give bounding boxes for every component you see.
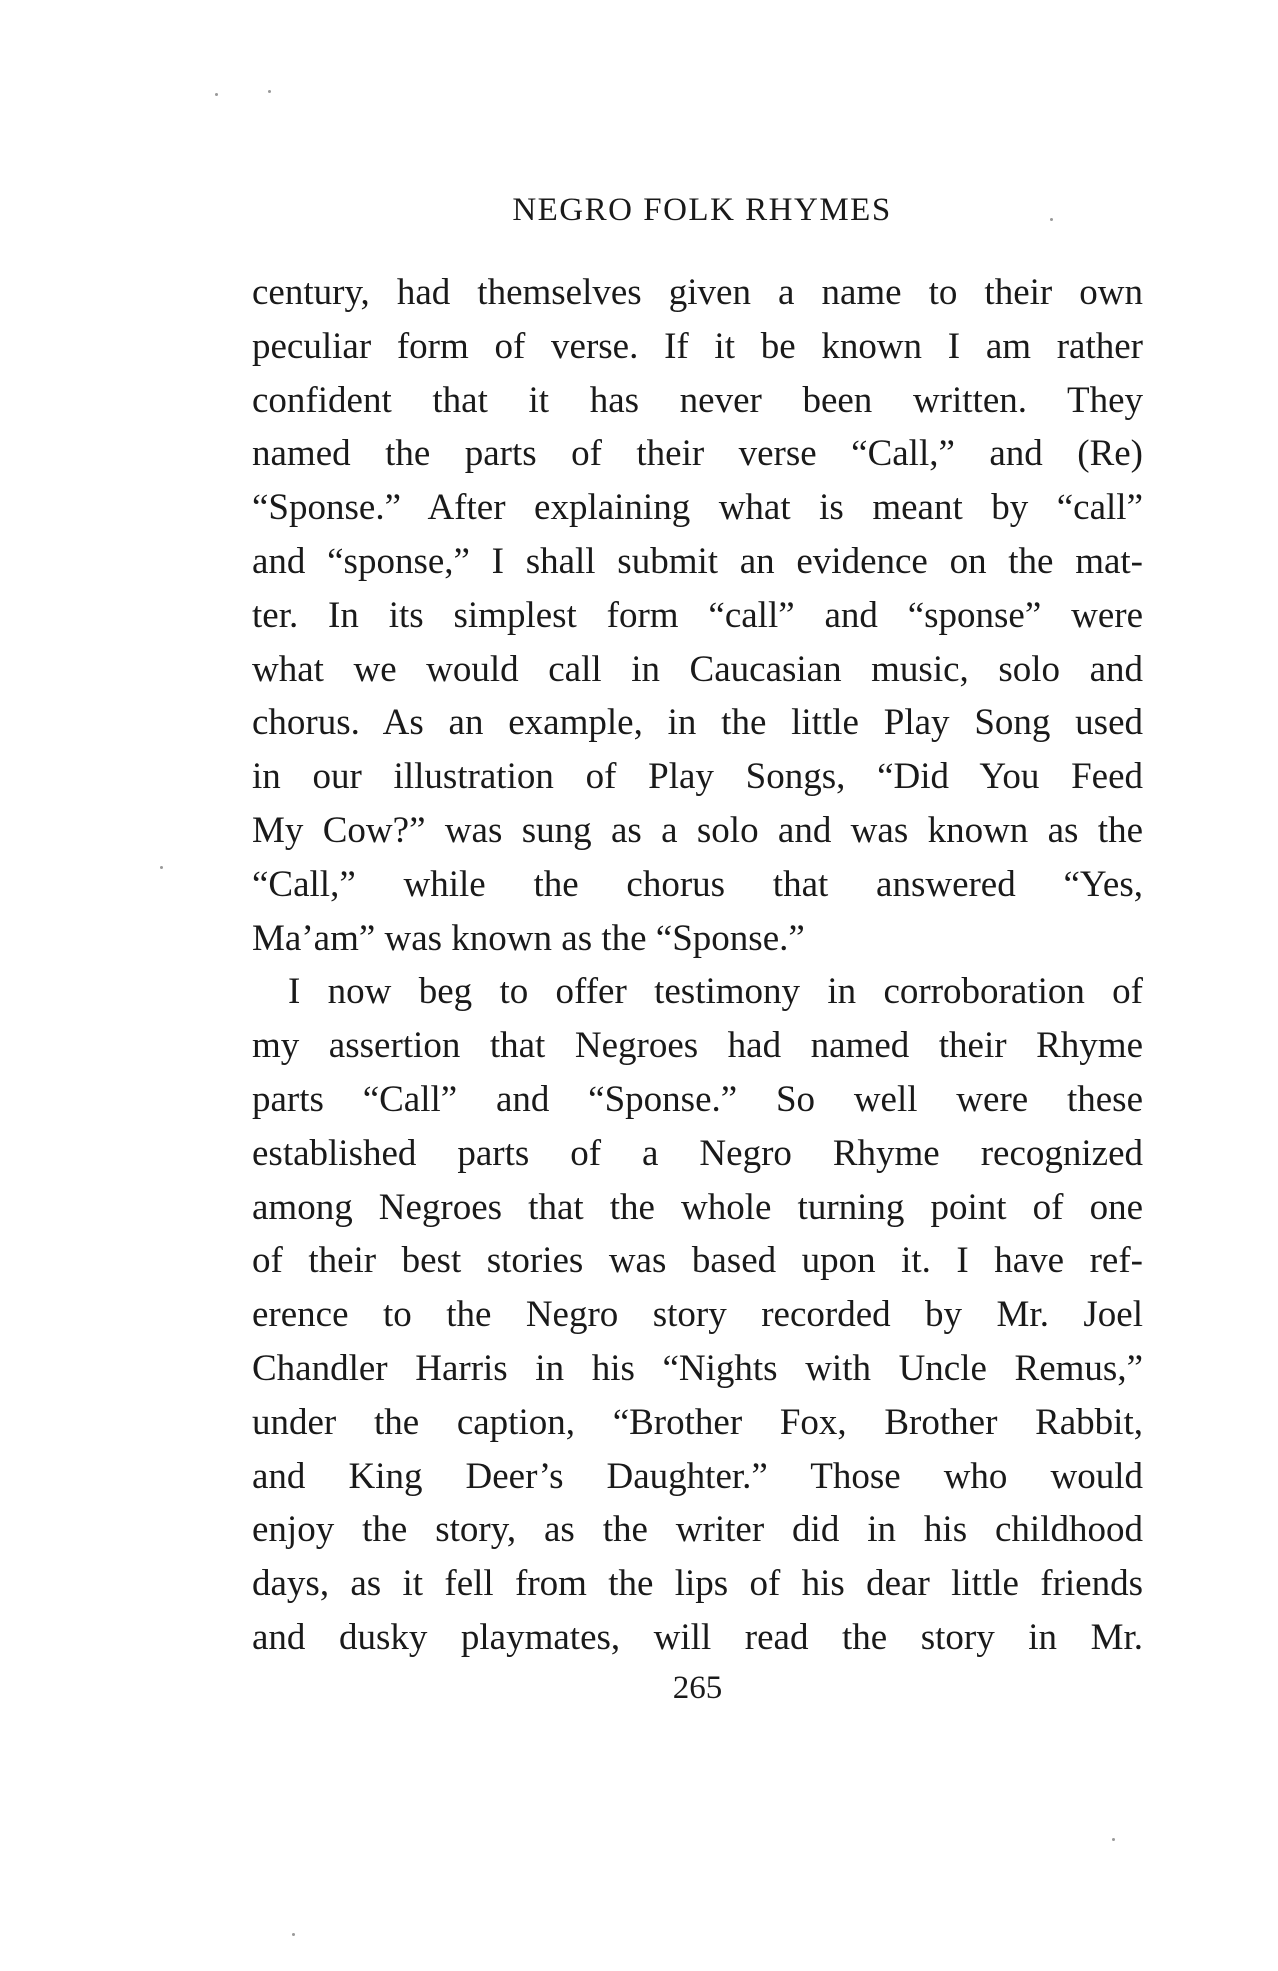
text-line: Chandler Harris in his “Nights with Uncle Remus,” — [252, 1347, 1143, 1389]
text-line: what we would call in Caucasian music, solo and — [252, 648, 1143, 690]
text-line: parts “Call” and “Sponse.” So well were these — [252, 1078, 1143, 1120]
scan-speck — [160, 866, 163, 869]
text-line: and “sponse,” I shall submit an evidence on the mat- — [252, 540, 1143, 582]
text-line: in our illustration of Play Songs, “Did You Feed — [252, 756, 1143, 798]
text-line: chorus. As an example, in the little Play Song used — [252, 702, 1143, 744]
text-line: named the parts of their verse “Call,” and (Re) — [252, 433, 1143, 475]
text-line: ter. In its simplest form “call” and “sponse” were — [252, 594, 1143, 636]
scan-speck — [215, 93, 218, 96]
text-line: and dusky playmates, will read the story in Mr. — [252, 1616, 1143, 1658]
text-line: “Call,” while the chorus that answered “Yes, — [252, 863, 1143, 905]
paragraph-2 — [252, 965, 1143, 1664]
text-line: Ma’am” was known as the “Sponse.” — [252, 917, 805, 959]
text-line: century, had themselves given a name to their own — [252, 272, 1143, 313]
text-line: days, as it fell from the lips of his dear little friends — [252, 1563, 1143, 1605]
text-line: “Sponse.” After explaining what is meant by “call” — [252, 487, 1143, 529]
text-line: of their best stories was based upon it. I have ref- — [252, 1240, 1143, 1282]
scan-speck — [292, 1933, 295, 1936]
text-line: established parts of a Negro Rhyme recognized — [252, 1132, 1143, 1174]
scan-speck — [268, 90, 271, 93]
text-line: my assertion that Negroes had named their Rhyme — [252, 1025, 1143, 1067]
paragraph-1 — [252, 266, 1143, 965]
text-line: confident that it has never been written. They — [252, 379, 1143, 421]
text-line: erence to the Negro story recorded by Mr. Joel — [252, 1294, 1143, 1336]
text-line: enjoy the story, as the writer did in his childhood — [252, 1509, 1143, 1551]
text-line: and King Deer’s Daughter.” Those who would — [252, 1455, 1143, 1497]
text-line: I now beg to offer testimony in corroboration of — [288, 971, 1143, 1013]
scan-speck — [1050, 218, 1053, 221]
text-line: My Cow?” was sung as a solo and was known as the — [252, 809, 1143, 851]
text-line: among Negroes that the whole turning point of one — [252, 1186, 1143, 1228]
text-line: under the caption, “Brother Fox, Brother Rabbit, — [252, 1401, 1143, 1443]
text-line: peculiar form of verse. If it be known I am rather — [252, 325, 1143, 367]
scan-speck — [1112, 1838, 1115, 1841]
page-number: 265 — [672, 1670, 723, 1706]
running-head: NEGRO FOLK RHYMES — [512, 192, 892, 228]
body-text — [252, 266, 1143, 1665]
